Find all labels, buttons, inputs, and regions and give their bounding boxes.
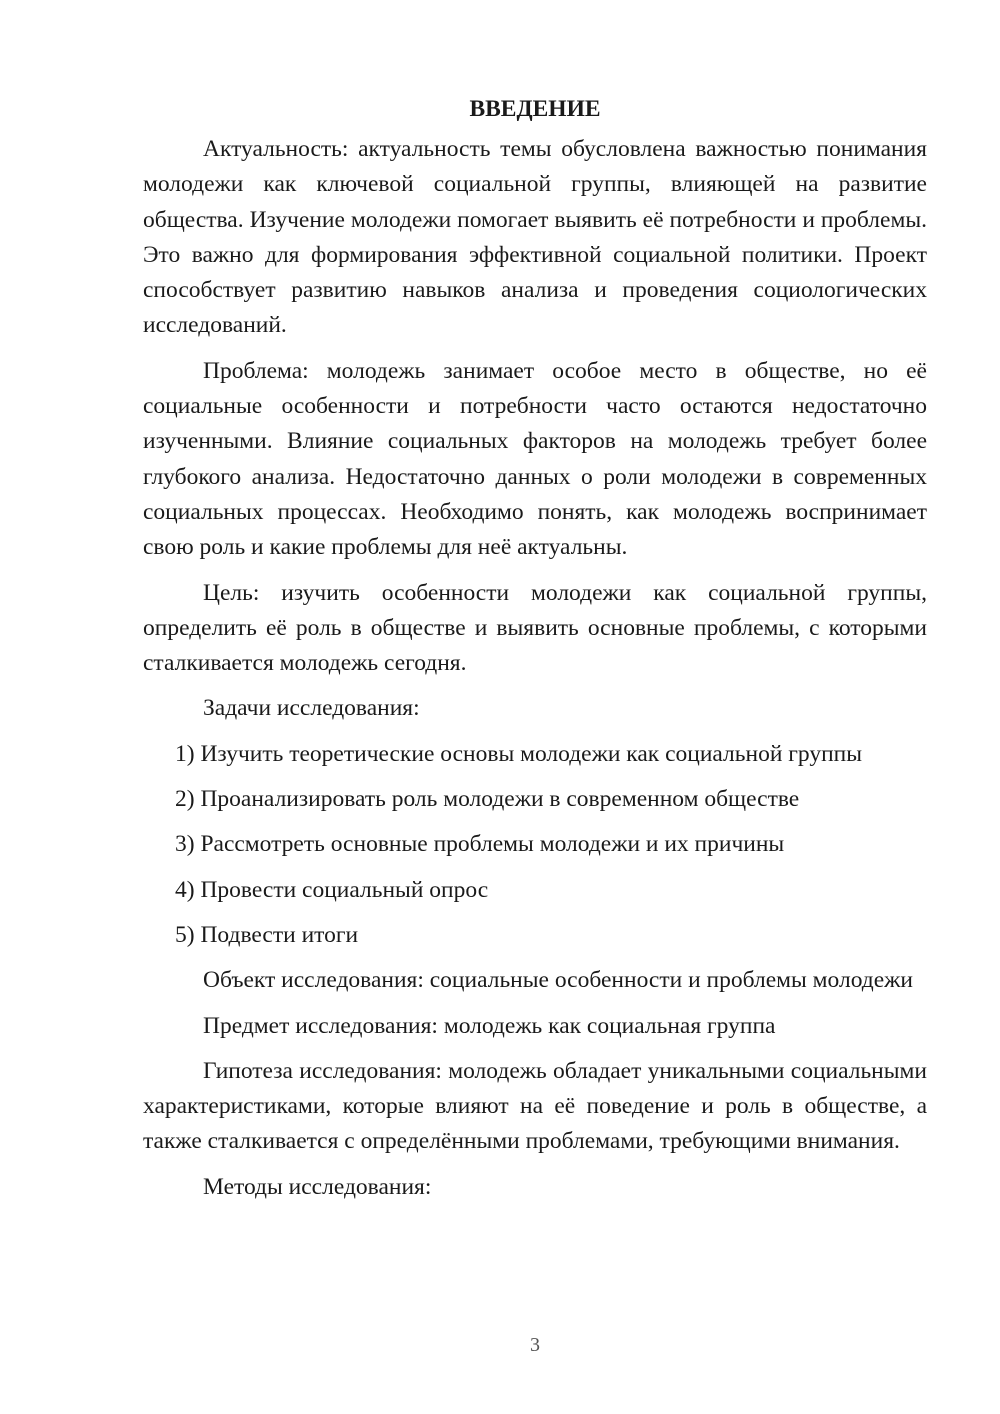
tasks-list: [143, 737, 927, 953]
goal-paragraph: Цель: изучить особенности молодежи как социальной группы, определить её роль в обществе и выявить основные проблемы, с которыми сталкивается молодежь сегодня.: [143, 579, 927, 677]
list-item: 2) Проанализировать роль молодежи в современном обществе: [175, 786, 800, 813]
relevance-paragraph: Актуальность: актуальность темы обусловлена важностью понимания молодежи как ключевой социальной группы, влияющей на развитие общества. Изучение молодежи помогает выявить её потребности и проблемы. Это важно для формирования эффективной социальной политики. Проект способствует развитию навыков анализа и проведения социологических исследований.: [143, 136, 927, 339]
document-page: [143, 92, 927, 1215]
list-item: 5) Подвести итоги: [175, 921, 359, 948]
document-title: ВВЕДЕНИЕ: [469, 96, 601, 122]
tasks-heading: Задачи исследования:: [203, 695, 420, 722]
list-item: 3) Рассмотреть основные проблемы молодежи и их причины: [175, 831, 785, 858]
list-item: 4) Провести социальный опрос: [175, 876, 489, 903]
hypothesis-paragraph: Гипотеза исследования: молодежь обладает уникальными социальными характеристиками, которые влияют на её поведение и роль в обществе, а также сталкивается с определёнными проблемами, требующими внимания.: [143, 1057, 927, 1155]
object-paragraph: Объект исследования: социальные особенности и проблемы молодежи: [203, 967, 913, 994]
subject-paragraph: Предмет исследования: молодежь как социальная группа: [203, 1012, 776, 1039]
page-number: 3: [530, 1334, 540, 1356]
list-item: 1) Изучить теоретические основы молодежи как социальной группы: [175, 740, 863, 767]
problem-paragraph: Проблема: молодежь занимает особое место в обществе, но её социальные особенности и потребности часто остаются недостаточно изученными. Влияние социальных факторов на молодежь требует более глубокого анализа. Недостаточно данных о роли молодежи в современных социальных процессах. Необходимо понять, как молодежь воспринимает свою роль и какие проблемы для неё актуальны.: [143, 357, 927, 561]
methods-paragraph: Методы исследования:: [203, 1173, 432, 1200]
